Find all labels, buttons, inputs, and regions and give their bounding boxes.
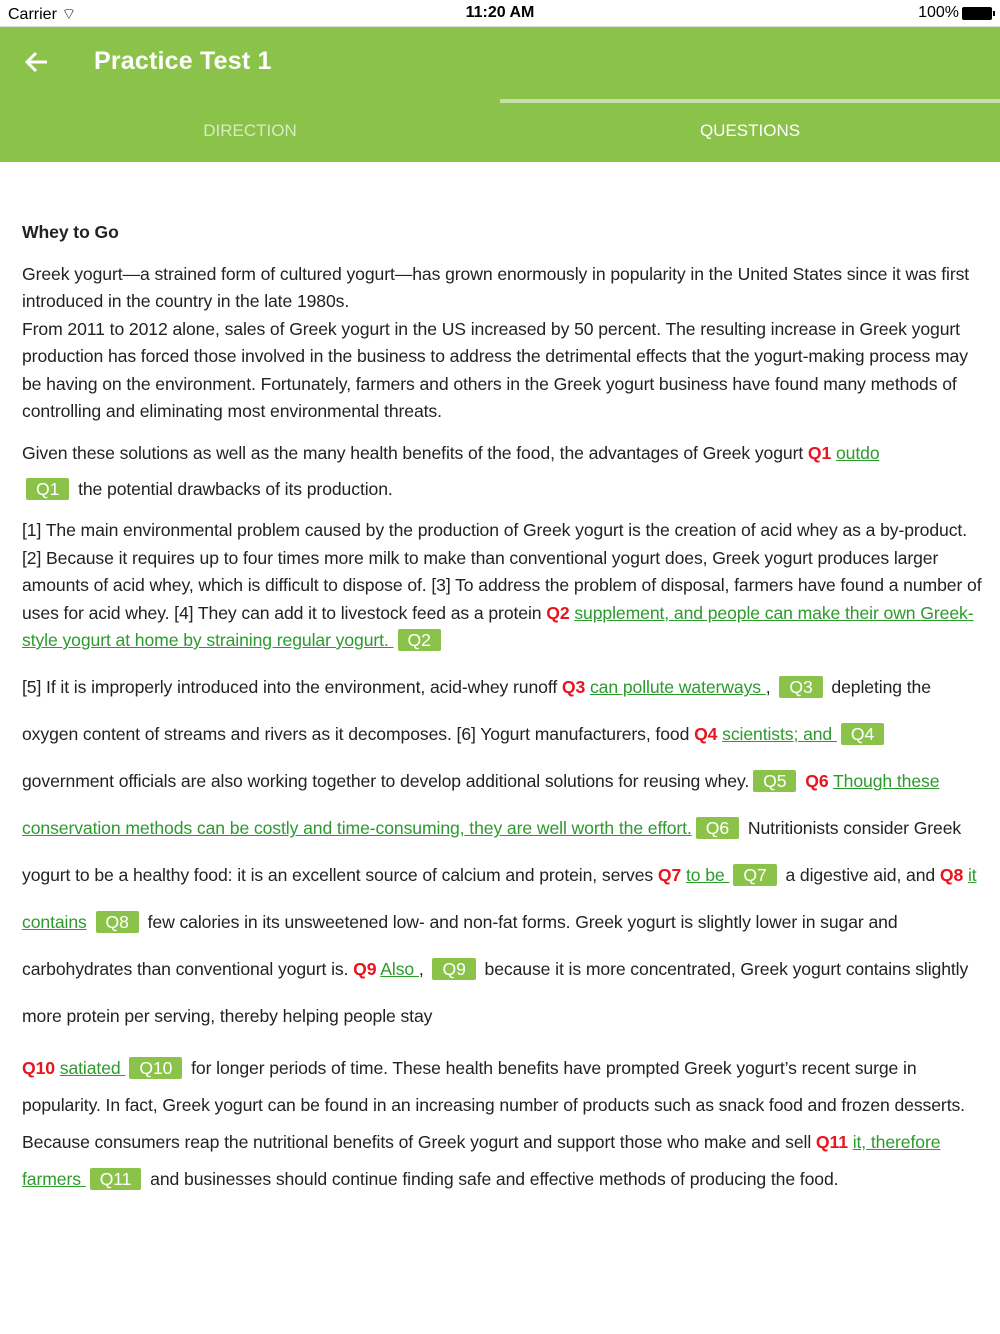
answer-underlined-text[interactable]: Though these conservation methods can be costly and time-consuming, they are well worth the effort. xyxy=(22,771,940,839)
question-badge-button[interactable]: Q4 xyxy=(841,723,884,745)
question-label: Q11 xyxy=(815,1132,848,1153)
passage-text: few calories in its unsweetened low- and non-fat forms. Greek yogurt is slightly lower in sugar and carbohydrates than conventional yogurt is. xyxy=(22,912,898,980)
question-badge-button[interactable]: Q6 xyxy=(696,817,739,839)
passage-text: From 2011 to 2012 alone, sales of Greek yogurt in the US increased by 50 percent. The resulting increase in Greek yogurt production has forced those involved in the business to address the detrimental effects that the yogurt-making process may be having on the environment. Fortunately, farmers and others in the Greek yogurt business have found many methods of controlling and eliminating most environmental threats. xyxy=(22,318,968,422)
passage-paragraph xyxy=(22,435,984,507)
carrier-text: Carrier xyxy=(8,6,57,23)
answer-underlined-text[interactable]: satiated xyxy=(59,1058,126,1079)
answer-underlined-text[interactable]: can pollute waterways xyxy=(589,677,766,698)
battery-status xyxy=(918,4,992,22)
question-label: Q2 xyxy=(546,602,570,623)
question-label: Q7 xyxy=(657,865,682,886)
question-badge-button[interactable]: Q3 xyxy=(779,676,822,698)
question-badge-button[interactable]: Q9 xyxy=(432,958,475,980)
passage-paragraph xyxy=(22,261,984,425)
question-badge-button[interactable]: Q1 xyxy=(26,478,69,500)
passage-text: [5] If it is improperly introduced into the environment, acid-whey runoff xyxy=(22,677,562,698)
passage-text: [1] The main environmental problem caused by the production of Greek yogurt is the creation of acid whey as a by-product. [2] Because it requires up to four times more milk to make than conventional yogurt does, Greek yogurt produces larger amounts of acid whey, which is difficult to dispose of. [3] To address the problem of disposal, farmers have found a number of uses for acid whey. [4] They can add it to livestock feed as a protein xyxy=(22,520,982,623)
tab-questions[interactable]: QUESTIONS xyxy=(699,121,801,140)
passage-text: the potential drawbacks of its production. xyxy=(73,479,393,500)
passage-text: because it is more concentrated, Greek yogurt contains slightly more protein per serving, thereby helping people stay xyxy=(22,959,969,1027)
passage-text: Given these solutions as well as the many health benefits of the food, the advantages of Greek yogurt xyxy=(22,443,808,464)
answer-underlined-text[interactable]: to be xyxy=(685,865,730,886)
answer-underlined-text[interactable]: Also xyxy=(380,959,419,980)
passage-paragraph xyxy=(22,1050,984,1198)
question-label: Q3 xyxy=(561,677,586,698)
passage xyxy=(22,222,984,1208)
passage-text: , xyxy=(418,959,429,980)
passage-text xyxy=(87,912,92,932)
passage-text: Greek yogurt—a strained form of cultured yogurt—has grown enormously in popularity in the United States since it was first introduced in the country in the late 1980s. xyxy=(22,264,970,312)
answer-underlined-text[interactable]: it, therefore farmers xyxy=(22,1132,941,1190)
passage-text: for longer periods of time. These health benefits have prompted Greek yogurt’s recent surge in popularity. In fact, Greek yogurt can be found in an increasing number of products such as snack food and frozen desserts. Because consumers reap the nutritional benefits of Greek yogurt and support those who make and sell xyxy=(22,1058,965,1153)
tab-direction[interactable]: DIRECTION xyxy=(203,121,297,140)
passage-body xyxy=(22,261,984,1198)
passage-paragraph xyxy=(22,517,984,654)
back-arrow-icon[interactable] xyxy=(22,47,52,77)
passage-title: Whey to Go xyxy=(22,222,119,242)
answer-underlined-text[interactable]: it contains xyxy=(22,865,977,933)
passage-text: government officials are also working together to develop additional solutions for reusing whey. xyxy=(22,771,750,792)
answer-underlined-text[interactable]: supplement, and people can make their own Greek-style yogurt at home by straining regular yogurt. xyxy=(22,602,974,651)
question-label: Q1 xyxy=(807,443,832,464)
page-title: Practice Test 1 xyxy=(94,47,272,75)
question-badge-button[interactable]: Q7 xyxy=(733,864,776,886)
battery-icon xyxy=(962,7,992,20)
question-badge-button[interactable]: Q11 xyxy=(90,1168,142,1190)
question-badge-button[interactable]: Q5 xyxy=(753,770,796,792)
passage-text: depleting the oxygen content of streams and rivers as it decomposes. [6] Yogurt manufacturers, food xyxy=(22,677,931,745)
battery-percent: 100% xyxy=(918,4,959,21)
question-label: Q6 xyxy=(805,771,829,792)
answer-underlined-text[interactable]: outdo xyxy=(836,443,880,464)
passage-text: and businesses should continue finding safe and effective methods of producing the food. xyxy=(145,1169,839,1190)
status-bar xyxy=(0,0,1000,27)
wifi-icon: ︎⌔ xyxy=(61,6,77,23)
question-badge-button[interactable]: Q2 xyxy=(398,629,441,651)
passage-text: , xyxy=(765,677,776,698)
question-badge-button[interactable]: Q8 xyxy=(96,911,139,933)
app-header xyxy=(0,27,1000,162)
active-tab-indicator xyxy=(500,99,1000,103)
passage-text: a digestive aid, and xyxy=(780,865,940,886)
question-label: Q9 xyxy=(353,959,377,980)
clock: 11:20 AM xyxy=(465,4,535,21)
question-label: Q10 xyxy=(22,1058,55,1079)
question-label: Q4 xyxy=(694,724,718,745)
passage-text: Nutritionists consider Greek yogurt to be a healthy food: it is an excellent source of calcium and protein, serves xyxy=(22,818,962,886)
question-badge-button[interactable]: Q10 xyxy=(129,1057,182,1079)
answer-underlined-text[interactable]: scientists; and xyxy=(722,724,837,745)
question-label: Q8 xyxy=(939,865,964,886)
passage-paragraph xyxy=(22,664,984,1040)
